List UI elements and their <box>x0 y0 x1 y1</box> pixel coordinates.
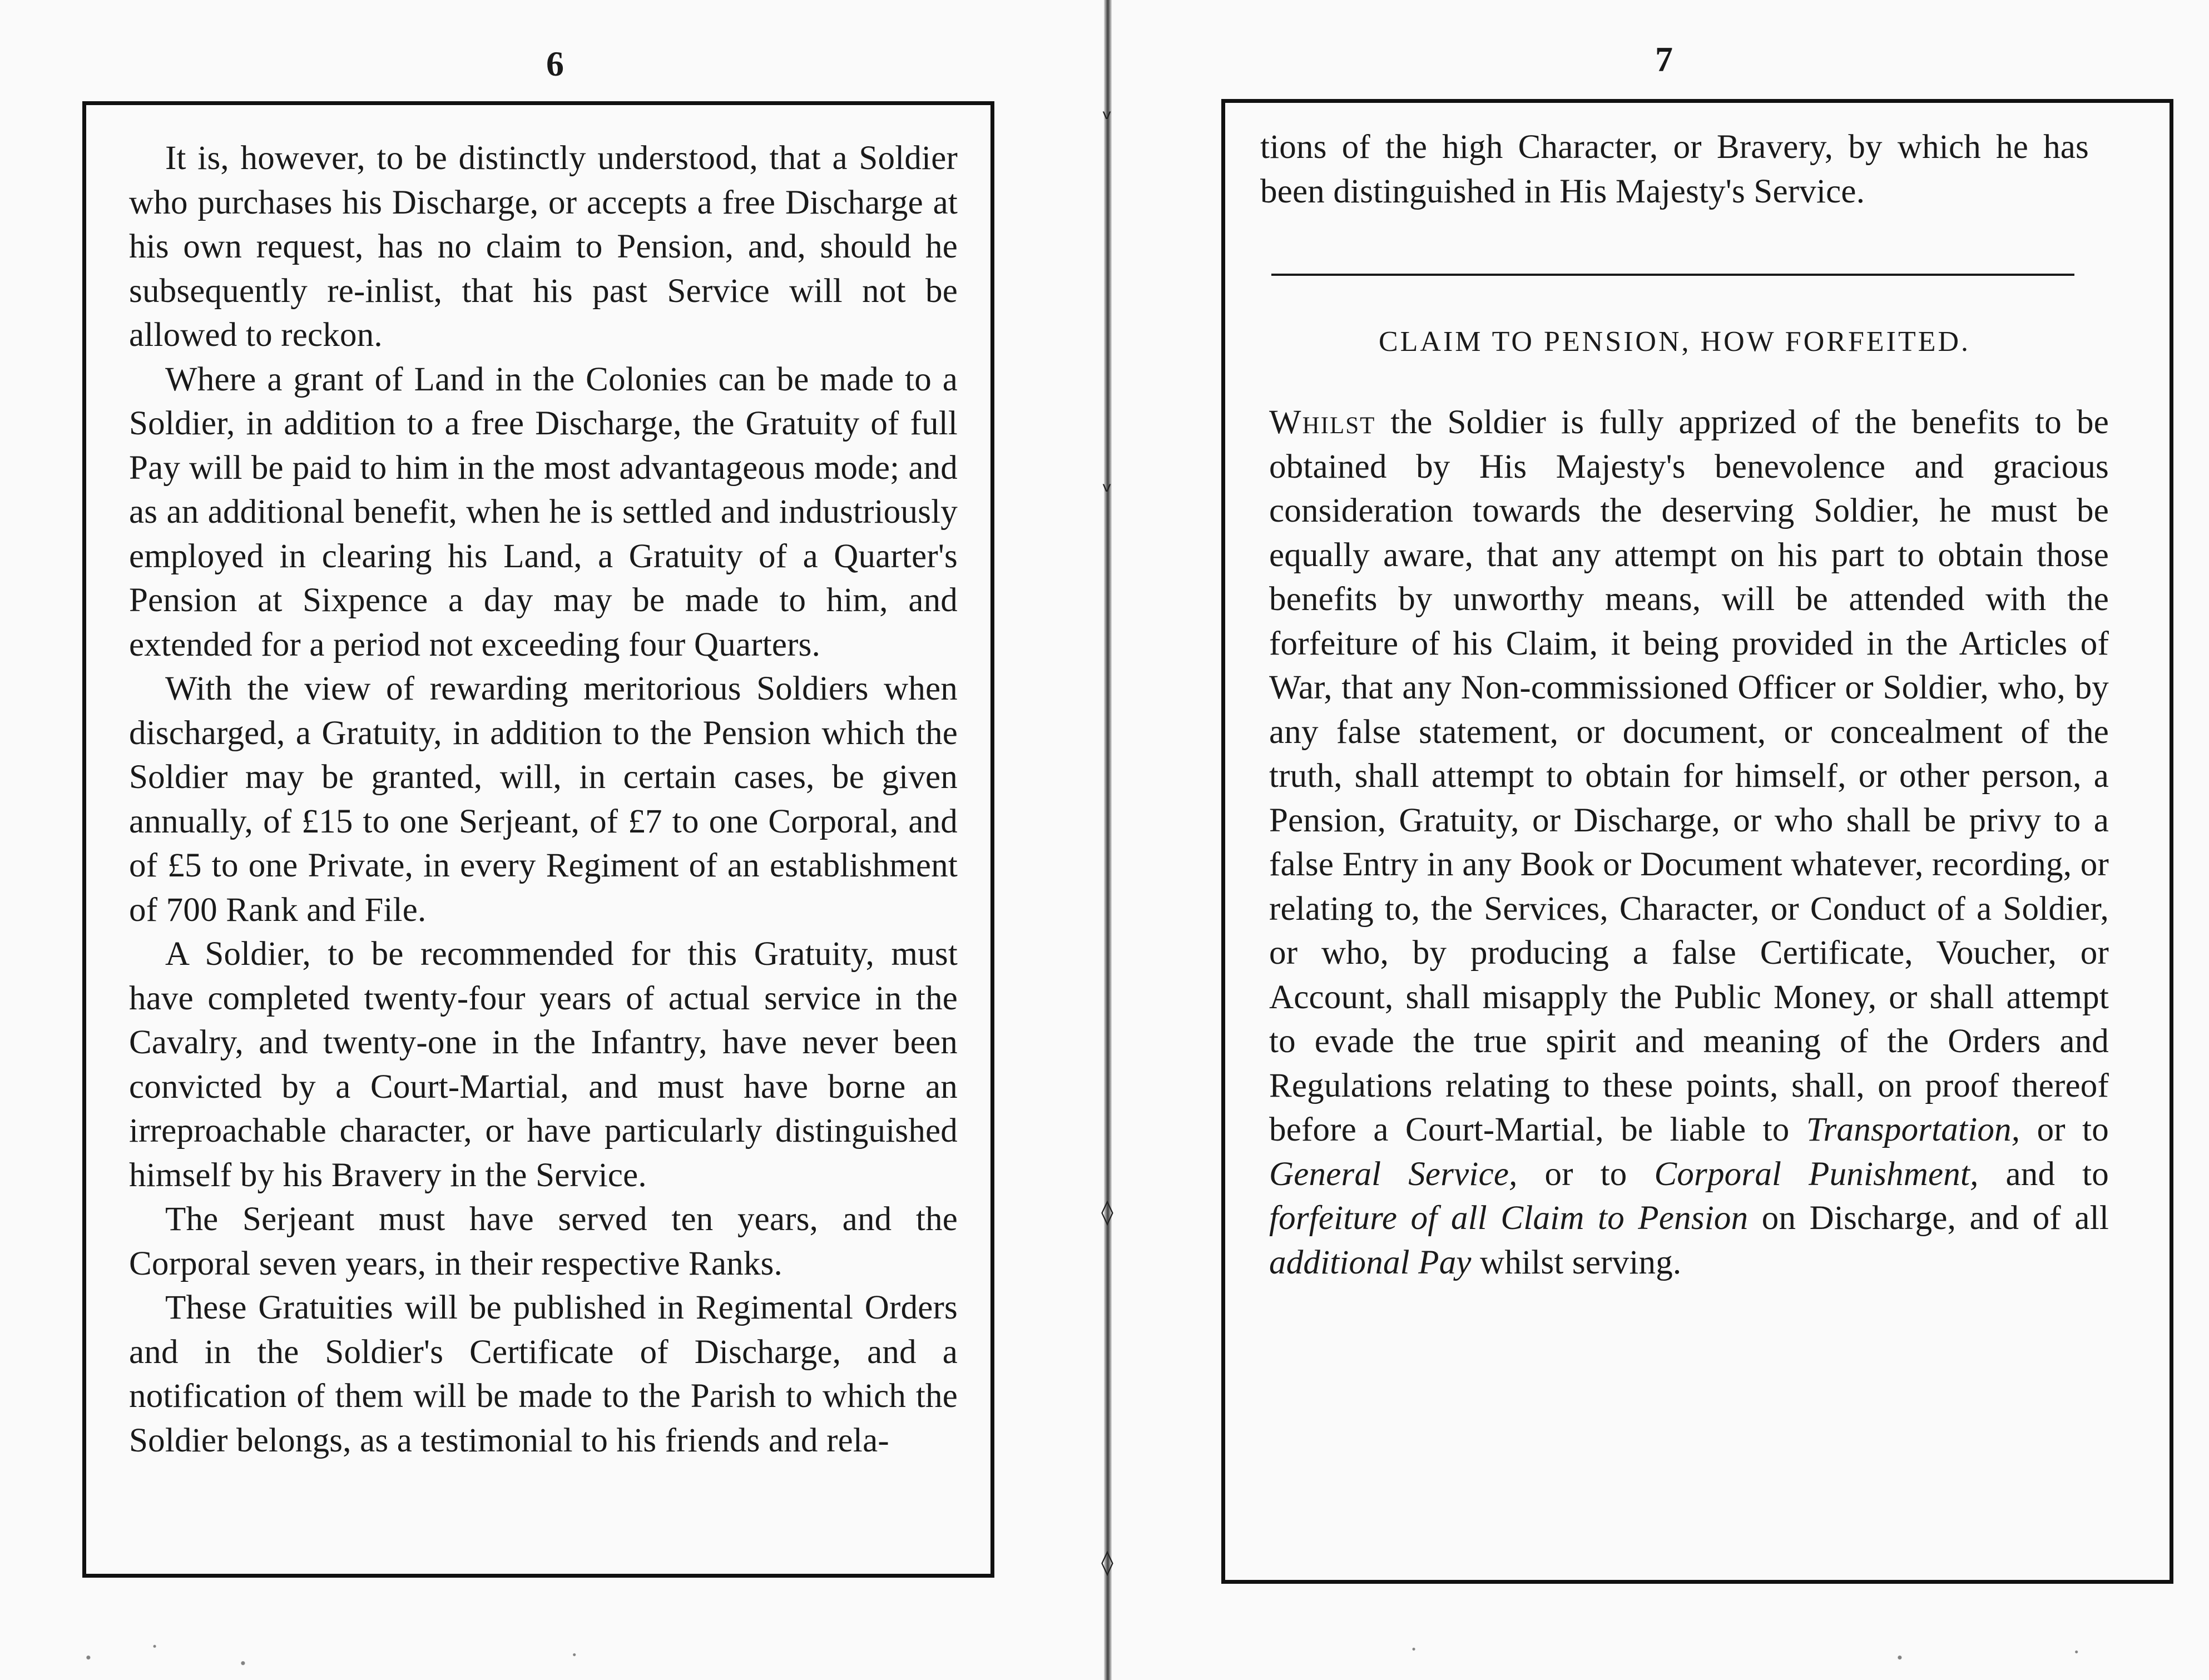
page-number-left: 6 <box>546 44 564 83</box>
body-text: whilst serving. <box>1471 1243 1682 1281</box>
paragraph: The Serjeant must have served ten years, and the Corporal seven years, in their respective Ranks. <box>129 1201 958 1282</box>
italic-text: additional Pay <box>1269 1243 1472 1281</box>
paragraph: With the view of rewarding meritorious Soldiers when discharged, a Gratuity, in addition to the Pension which the Soldier may be granted, will, in certain cases, be given annually, of £15 to one Serjeant, of £7 to one Corporal, and of £5 to one Private, in every Regiment of an establishment of 700 Rank and File. <box>129 670 958 929</box>
italic-text: General Service, <box>1269 1155 1518 1193</box>
page-text-left <box>129 136 958 1463</box>
lead-word: Whilst <box>1269 404 1376 441</box>
page-text-right-continuation <box>1260 125 2089 214</box>
paragraph: These Gratuities will be published in Regimental Orders and in the Soldier's Certificate of Discharge, and a notification of them will be made to the Parish to which the Soldier belongs, as a testimonial to his friends and rela- <box>129 1289 958 1459</box>
binding-stitch-mark: ᵥ <box>1102 97 1113 125</box>
italic-text: Corporal Punishment, <box>1654 1155 1979 1193</box>
page-number-right: 7 <box>1655 39 1673 79</box>
italic-text: Transportation, <box>1806 1111 2020 1148</box>
body-text: or to <box>2020 1111 2109 1148</box>
body-text: and to <box>1978 1155 2109 1193</box>
paragraph: Where a grant of Land in the Colonies can be made to a Soldier, in addition to a free Discharge, the Gratuity of full Pay will be paid to him in the most advantageous mode; and as an additional benefit, when he is settled and industriously employed in clearing his Land, a Gratuity of a Quarter's Pension at Sixpence a day may be made to him, and extended for a period not exceeding four Quarters. <box>129 360 958 663</box>
body-text: on Discharge, and of all <box>1748 1200 2109 1237</box>
binding-stitch-mark: ◊ <box>1101 1198 1113 1226</box>
paragraph: A Soldier, to be recommended for this Gratuity, must have completed twenty-four years of actual service in the Cavalry, and twenty-one in the Infantry, have never been convicted by a Court-Martial, and must have borne an irreproachable character, or have particularly distinguished himself by his Bravery in the Service. <box>129 935 958 1194</box>
binding-stitch-mark: ◊ <box>1101 1548 1113 1577</box>
italic-text: forfeiture of all Claim to Pension <box>1269 1200 1749 1237</box>
section-divider <box>1271 274 2074 276</box>
page-text-right-body <box>1269 400 2109 1285</box>
paragraph: tions of the high Character, or Bravery, by which he has been distinguished in His Majesty's Service. <box>1260 128 2089 210</box>
paragraph <box>1269 400 2109 1285</box>
book-gutter <box>1104 0 1112 1680</box>
section-heading: CLAIM TO PENSION, HOW FORFEITED. <box>1378 326 1971 358</box>
paragraph: It is, however, to be distinctly understood, that a Soldier who purchases his Discharge, or accepts a free Discharge at his own request, has no claim to Pension, and, should he subsequently re-inlist, that his past Service will not be allowed to reckon. <box>129 140 958 354</box>
page-edge-speckle <box>0 1624 2209 1680</box>
body-text: or to <box>1517 1155 1655 1193</box>
body-text: the Soldier is fully apprized of the benefits to be obtained by His Majesty's benevolence and gracious consideration towards the deserving Soldier, he must be equally aware, that any attempt on his part to obtain those benefits by unworthy means, will be attended with the forfeiture of his Claim, it being provided in the Articles of War, that any Non-commissioned Officer or Soldier, who, by any false statement, or document, or concealment of the truth, shall attempt to obtain for himself, or other person, a Pension, Gratuity, or Discharge, or who shall be privy to a false Entry in any Book or Document whatever, recording, or relating to, the Services, Character, or Conduct of a Soldier, or who, by producing a false Certificate, Voucher, or Account, shall misapply the Public Money, or shall attempt to evade the true spirit and meaning of the Orders and Regulations relating to these points, shall, on proof thereof before a Court-Martial, be liable to <box>1269 404 2109 1148</box>
binding-stitch-mark: ᵥ <box>1102 469 1113 498</box>
